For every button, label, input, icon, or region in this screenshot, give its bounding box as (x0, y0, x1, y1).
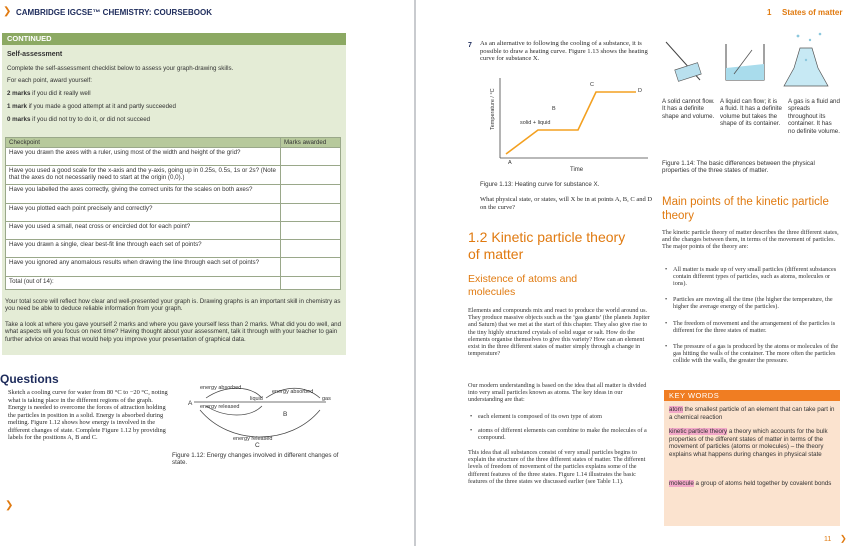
label-absorbed-2: energy absorbed (272, 389, 314, 395)
table-row (6, 204, 341, 222)
checkpoint-text: Have you drawn a single, clear best-fit line through each set of points? (6, 240, 281, 258)
energy-changes-diagram (170, 380, 346, 454)
mark2-label: 2 marks (7, 90, 31, 97)
term-molecule: molecule (669, 480, 694, 487)
marks-cell[interactable] (281, 204, 341, 222)
checklist-table (5, 137, 341, 290)
chevron-left-bottom-icon[interactable]: ❯ (5, 500, 14, 511)
label-released-2: energy released (233, 436, 273, 442)
gas-description: A gas is a fluid and spreads throughout its container. It has no definite volume. (788, 98, 840, 135)
marks-cell[interactable] (281, 148, 341, 166)
region-label: solid + liquid (520, 120, 551, 126)
marks-cell[interactable] (281, 277, 341, 290)
term-kinetic-particle-theory: kinetic particle theory (669, 428, 728, 435)
label-b: B (283, 411, 288, 418)
marks-cell[interactable] (281, 185, 341, 204)
table-row (6, 185, 341, 204)
bullet-item: • The freedom of movement and the arrangement of the particles is different for the three states of matter. (673, 320, 839, 334)
page-number: 11 (824, 536, 832, 543)
section-title: 1.2 Kinetic particle theory of matter (468, 229, 626, 262)
bullet-item: • All matter is made up of very small particles (different substances contain different types of particles, such as atoms, molecules or ions). (673, 266, 839, 288)
states-illustration (660, 30, 840, 96)
mark1-text: if you made a good attempt at it and partly succeeded (28, 103, 176, 110)
continued-bar: CONTINUED (2, 33, 346, 45)
bullet-item: • each element is composed of its own type of atom (478, 413, 654, 420)
gas-illustration (784, 33, 828, 86)
kpt-intro: The kinetic particle theory of matter describes the three different states, and the changes between them, in terms of the movement of particles. The major points of the theory are: (662, 229, 839, 251)
self-assessment-title: Self-assessment (7, 51, 63, 58)
table-row (6, 277, 341, 290)
assessment-para-2: Take a look at where you gave yourself 2 marks and where you gave yourself less than 2 marks. What did you do well, and what aspects will you focus on next time? Having thought about your assessment, talk it through with your teacher to gain further advice on areas that would help you improve your presentation of graphical data. (5, 321, 342, 343)
checkpoint-text: Have you used a good scale for the x-axis and the y-axis, going up in 0.25s, 0.5s, 1s or 2s? (Note that the axes do not necessarily need to start at the origin (0,0).) (6, 166, 281, 185)
figure-1-12-caption: Figure 1.12: Energy changes involved in different changes of state. (172, 452, 339, 467)
liquid-illustration (726, 44, 764, 80)
question-7-text: As an alternative to following the cooling of a substance, it is possible to draw a heating curve. Figure 1.13 shows the heating curve for substance X. (480, 40, 648, 63)
table-row (6, 258, 341, 277)
mark0-text: if you did not try to do it, or did not succeed (32, 116, 151, 123)
label-absorbed-1: energy absorbed (200, 385, 242, 391)
mark1-label: 1 mark (7, 103, 27, 110)
assessment-para-1: Your total score will reflect how clear and well-presented your graph is. Drawing graphs is an important skill in chemistry as you need be able to deduce reliable information from your graph. (5, 298, 341, 313)
term-atom: atom (669, 406, 683, 413)
left-page (0, 0, 414, 546)
table-row (6, 148, 341, 166)
checkpoint-text: Have you ignored any anomalous results when drawing the line through each set of points? (6, 258, 281, 277)
checkpoint-text: Have you labelled the axes correctly, giving the correct units for the scales on both axes? (6, 185, 281, 204)
definition-atom: the smallest particle of an element that can take part in a chemical reaction (669, 406, 835, 421)
chapter-number: 1 (767, 8, 772, 17)
body-paragraph-3: This idea that all substances consist of very small particles begins to explain the structure of the three different states of matter. The different levels of freedom of movement of the particles explains some of the different features of the three states. Figure 1.14 illustrates the basic features of the three states we discussed earlier (see Table 1.1). (468, 449, 646, 485)
point-d: D (638, 88, 642, 94)
question-text: Sketch a cooling curve for water from 80 °C to −20 °C, noting what is taking place in the different regions of the graph. Energy is needed to overcome the forces of attraction holding the particles in position in a solid. Energy is absorbed during melting. Figure 1.12 shows how energy is involved in the different changes of state. Complete Figure 1.12 by providing labels for the positions A, B and C. (8, 389, 168, 441)
bullet-item: • The pressure of a gas is produced by the atoms or molecules of the gas hitting the walls of the container. The more often the particles collide with the walls, the greater the pressure. (673, 343, 839, 365)
x-axis-label: Time (570, 167, 584, 173)
table-row (6, 222, 341, 240)
continued-box (2, 33, 346, 355)
definition-molecule: a group of atoms held together by covalent bonds (695, 480, 832, 487)
book-header: CAMBRIDGE IGCSE™ CHEMISTRY: COURSEBOOK (16, 8, 213, 17)
table-row (6, 240, 341, 258)
marks-header: Marks awarded (281, 138, 341, 148)
marks-cell[interactable] (281, 240, 341, 258)
mark0-label: 0 marks (7, 116, 31, 123)
figure-1-13-caption: Figure 1.13: Heating curve for substance X. (480, 181, 600, 188)
definition-kinetic-particle-theory: a theory which accounts for the bulk properties of the different states of matter in terms of the movement of particles (atoms or molecules) – the theory explains what happens during changes in physical state (669, 428, 828, 458)
checkpoint-text: Have you drawn the axes with a ruler, using most of the width and height of the grid? (6, 148, 281, 166)
bullet-item: • Particles are moving all the time (the higher the temperature, the higher the average energy of the particles). (673, 296, 839, 310)
body-paragraph-2: Our modern understanding is based on the idea that all matter is divided into very small particles known as atoms. The key ideas in our understanding are that: (468, 382, 647, 404)
label-a: A (188, 400, 193, 407)
subsection-title: Existence of atoms and molecules (468, 273, 578, 298)
checkpoint-text: Have you plotted each point precisely and correctly? (6, 204, 281, 222)
self-assessment-intro: Complete the self-assessment checklist below to assess your graph-drawing skills. (7, 65, 234, 72)
label-c: C (255, 442, 260, 449)
bullet-item: • atoms of different elements can combine to make the molecules of a compound. (478, 427, 654, 441)
body-paragraph-1: Elements and compounds mix and react to produce the world around us. They produce massive objects such as the ‘gas giants’ (the planets Jupiter and Saturn) that we met at the start of this chapter. They also give rise to the tiny highly structured crystals of solid sugar or salt. How do the elements organise themselves to give this variety? How can an element exist in the three different states of matter simply through a change in temperature? (468, 307, 650, 358)
point-a: A (508, 160, 512, 166)
checkpoint-total: Total (out of 14): (6, 277, 281, 290)
chevron-left-icon[interactable]: ❯ (3, 6, 12, 17)
label-released-1: energy released (200, 404, 240, 410)
liquid-description: A liquid can flow; it is a fluid. It has a definite volume but takes the shape of its container. (720, 98, 782, 128)
released-arrow-2 (200, 410, 320, 437)
marks-cell[interactable] (281, 222, 341, 240)
table-row (6, 166, 341, 185)
question-7-question: What physical state, or states, will X be in at points A, B, C and D on the curve? (480, 196, 653, 211)
questions-title: Questions (0, 372, 59, 386)
point-c: C (590, 82, 594, 88)
point-b: B (552, 106, 556, 112)
label-liquid: liquid (250, 396, 263, 402)
key-words-title: KEY WORDS (664, 390, 840, 401)
question-7-number: 7 (468, 42, 472, 49)
chapter-title: States of matter (782, 8, 843, 17)
y-axis-label: Temperature / °C (490, 88, 496, 130)
marks-cell[interactable] (281, 166, 341, 185)
checklist-header: Checkpoint (6, 138, 281, 148)
heating-curve-chart (478, 70, 658, 178)
mark2-text: if you did it really well (32, 90, 91, 97)
solid-description: A solid cannot flow. It has a definite shape and volume. (662, 98, 715, 120)
key-words-box (664, 390, 840, 526)
solid-illustration (666, 42, 701, 81)
label-gas: gas (322, 396, 331, 402)
main-points-title: Main points of the kinetic particle theory (662, 196, 829, 222)
chevron-right-icon[interactable]: ❯ (840, 534, 847, 543)
award-text: For each point, award yourself: (7, 77, 92, 84)
right-page (416, 0, 850, 546)
figure-1-14-caption: Figure 1.14: The basic differences between the physical properties of the three states of matter. (662, 160, 815, 175)
marks-cell[interactable] (281, 258, 341, 277)
checkpoint-text: Have you used a small, neat cross or encircled dot for each point? (6, 222, 281, 240)
